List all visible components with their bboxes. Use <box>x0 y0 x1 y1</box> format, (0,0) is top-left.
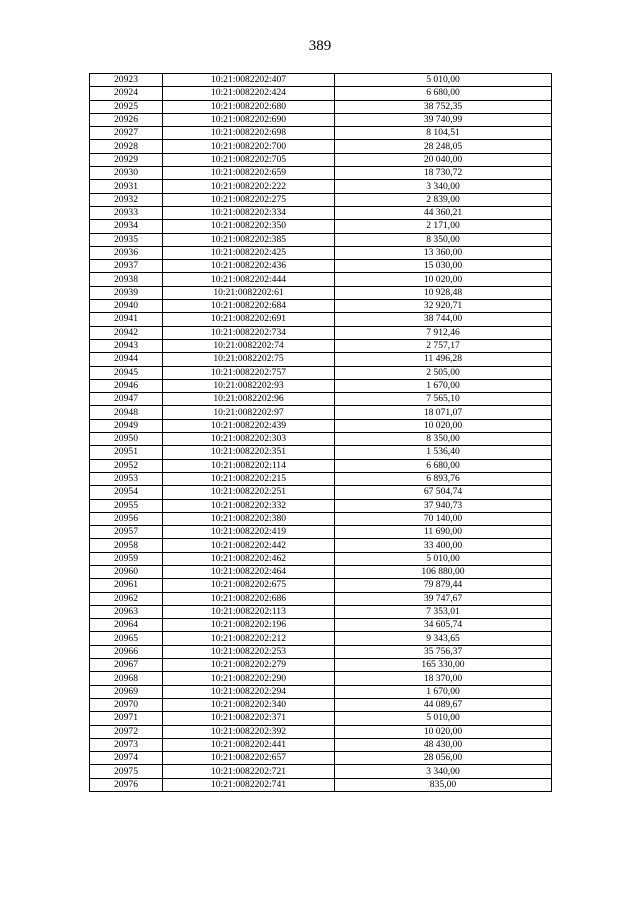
row-number-cell: 20967 <box>90 659 163 672</box>
table-row <box>90 778 552 791</box>
table-row <box>90 127 552 140</box>
cadastral-number-cell: 10:21:0082202:700 <box>163 140 335 153</box>
cadastral-number-cell: 10:21:0082202:113 <box>163 605 335 618</box>
amount-cell: 8 104,51 <box>335 127 552 140</box>
cadastral-number-cell: 10:21:0082202:425 <box>163 246 335 259</box>
amount-cell: 2 171,00 <box>335 220 552 233</box>
table-row <box>90 552 552 565</box>
cadastral-number-cell: 10:21:0082202:215 <box>163 472 335 485</box>
table-row <box>90 565 552 578</box>
cadastral-number-cell: 10:21:0082202:253 <box>163 645 335 658</box>
table-row <box>90 685 552 698</box>
table-row <box>90 712 552 725</box>
table-row <box>90 300 552 313</box>
table-row <box>90 286 552 299</box>
table-row <box>90 393 552 406</box>
amount-cell: 2 839,00 <box>335 193 552 206</box>
amount-cell: 3 340,00 <box>335 180 552 193</box>
cadastral-number-cell: 10:21:0082202:690 <box>163 113 335 126</box>
cadastral-number-cell: 10:21:0082202:464 <box>163 565 335 578</box>
row-number-cell: 20938 <box>90 273 163 286</box>
table-row <box>90 725 552 738</box>
row-number-cell: 20939 <box>90 286 163 299</box>
table-row <box>90 339 552 352</box>
cadastral-number-cell: 10:21:0082202:392 <box>163 725 335 738</box>
row-number-cell: 20976 <box>90 778 163 791</box>
amount-cell: 10 928,48 <box>335 286 552 299</box>
row-number-cell: 20948 <box>90 406 163 419</box>
cadastral-number-cell: 10:21:0082202:275 <box>163 193 335 206</box>
amount-cell: 1 536,40 <box>335 446 552 459</box>
cadastral-number-cell: 10:21:0082202:462 <box>163 552 335 565</box>
row-number-cell: 20972 <box>90 725 163 738</box>
row-number-cell: 20943 <box>90 339 163 352</box>
page-number: 389 <box>308 38 332 54</box>
row-number-cell: 20931 <box>90 180 163 193</box>
cadastral-number-cell: 10:21:0082202:444 <box>163 273 335 286</box>
cadastral-number-cell: 10:21:0082202:721 <box>163 765 335 778</box>
row-number-cell: 20954 <box>90 486 163 499</box>
amount-cell: 37 940,73 <box>335 499 552 512</box>
table-body <box>90 74 552 792</box>
amount-cell: 39 747,67 <box>335 592 552 605</box>
row-number-cell: 20959 <box>90 552 163 565</box>
table-row <box>90 100 552 113</box>
amount-cell: 32 920,71 <box>335 300 552 313</box>
amount-cell: 9 343,65 <box>335 632 552 645</box>
cadastral-number-cell: 10:21:0082202:303 <box>163 433 335 446</box>
cadastral-number-cell: 10:21:0082202:441 <box>163 738 335 751</box>
cadastral-number-cell: 10:21:0082202:96 <box>163 393 335 406</box>
table-row <box>90 153 552 166</box>
row-number-cell: 20946 <box>90 379 163 392</box>
row-number-cell: 20958 <box>90 539 163 552</box>
amount-cell: 10 020,00 <box>335 725 552 738</box>
row-number-cell: 20930 <box>90 167 163 180</box>
cadastral-number-cell: 10:21:0082202:691 <box>163 313 335 326</box>
row-number-cell: 20974 <box>90 752 163 765</box>
cadastral-number-cell: 10:21:0082202:439 <box>163 419 335 432</box>
row-number-cell: 20950 <box>90 433 163 446</box>
table-row <box>90 446 552 459</box>
row-number-cell: 20969 <box>90 685 163 698</box>
table-row <box>90 433 552 446</box>
table-row <box>90 605 552 618</box>
cadastral-number-cell: 10:21:0082202:196 <box>163 619 335 632</box>
amount-cell: 3 340,00 <box>335 765 552 778</box>
cadastral-number-cell: 10:21:0082202:222 <box>163 180 335 193</box>
row-number-cell: 20926 <box>90 113 163 126</box>
table-row <box>90 592 552 605</box>
row-number-cell: 20955 <box>90 499 163 512</box>
cadastral-number-cell: 10:21:0082202:290 <box>163 672 335 685</box>
row-number-cell: 20963 <box>90 605 163 618</box>
row-number-cell: 20928 <box>90 140 163 153</box>
cadastral-number-cell: 10:21:0082202:705 <box>163 153 335 166</box>
cadastral-number-cell: 10:21:0082202:419 <box>163 526 335 539</box>
cadastral-number-cell: 10:21:0082202:741 <box>163 778 335 791</box>
amount-cell: 835,00 <box>335 778 552 791</box>
amount-cell: 48 430,00 <box>335 738 552 751</box>
table-row <box>90 233 552 246</box>
cadastral-number-cell: 10:21:0082202:424 <box>163 87 335 100</box>
amount-cell: 38 752,35 <box>335 100 552 113</box>
row-number-cell: 20933 <box>90 206 163 219</box>
amount-cell: 20 040,00 <box>335 153 552 166</box>
amount-cell: 8 350,00 <box>335 433 552 446</box>
row-number-cell: 20935 <box>90 233 163 246</box>
table-row <box>90 738 552 751</box>
cadastral-number-cell: 10:21:0082202:680 <box>163 100 335 113</box>
table-row <box>90 765 552 778</box>
row-number-cell: 20957 <box>90 526 163 539</box>
table-row <box>90 472 552 485</box>
table-row <box>90 419 552 432</box>
amount-cell: 6 893,76 <box>335 472 552 485</box>
table-row <box>90 672 552 685</box>
table-row <box>90 113 552 126</box>
row-number-cell: 20936 <box>90 246 163 259</box>
cadastral-number-cell: 10:21:0082202:657 <box>163 752 335 765</box>
cadastral-number-cell: 10:21:0082202:279 <box>163 659 335 672</box>
amount-cell: 18 730,72 <box>335 167 552 180</box>
amount-cell: 79 879,44 <box>335 579 552 592</box>
table-row <box>90 74 552 87</box>
amount-cell: 5 010,00 <box>335 552 552 565</box>
row-number-cell: 20960 <box>90 565 163 578</box>
row-number-cell: 20956 <box>90 512 163 525</box>
row-number-cell: 20966 <box>90 645 163 658</box>
cadastral-number-cell: 10:21:0082202:659 <box>163 167 335 180</box>
amount-cell: 28 056,00 <box>335 752 552 765</box>
amount-cell: 7 565,10 <box>335 393 552 406</box>
table-row <box>90 659 552 672</box>
cadastral-number-cell: 10:21:0082202:114 <box>163 459 335 472</box>
amount-cell: 13 360,00 <box>335 246 552 259</box>
row-number-cell: 20962 <box>90 592 163 605</box>
amount-cell: 34 605,74 <box>335 619 552 632</box>
cadastral-number-cell: 10:21:0082202:371 <box>163 712 335 725</box>
amount-cell: 70 140,00 <box>335 512 552 525</box>
amount-cell: 7 353,01 <box>335 605 552 618</box>
amount-cell: 39 740,99 <box>335 113 552 126</box>
row-number-cell: 20944 <box>90 353 163 366</box>
table-row <box>90 366 552 379</box>
cadastral-number-cell: 10:21:0082202:351 <box>163 446 335 459</box>
table-row <box>90 313 552 326</box>
cadastral-number-cell: 10:21:0082202:442 <box>163 539 335 552</box>
cadastral-number-cell: 10:21:0082202:757 <box>163 366 335 379</box>
amount-cell: 67 504,74 <box>335 486 552 499</box>
cadastral-number-cell: 10:21:0082202:93 <box>163 379 335 392</box>
row-number-cell: 20971 <box>90 712 163 725</box>
row-number-cell: 20968 <box>90 672 163 685</box>
row-number-cell: 20932 <box>90 193 163 206</box>
row-number-cell: 20941 <box>90 313 163 326</box>
row-number-cell: 20929 <box>90 153 163 166</box>
cadastral-number-cell: 10:21:0082202:340 <box>163 698 335 711</box>
cadastral-number-cell: 10:21:0082202:675 <box>163 579 335 592</box>
registry-table <box>89 73 552 792</box>
table-row <box>90 645 552 658</box>
cadastral-number-cell: 10:21:0082202:251 <box>163 486 335 499</box>
row-number-cell: 20923 <box>90 74 163 87</box>
table-row <box>90 206 552 219</box>
row-number-cell: 20925 <box>90 100 163 113</box>
amount-cell: 18 071,07 <box>335 406 552 419</box>
row-number-cell: 20973 <box>90 738 163 751</box>
amount-cell: 33 400,00 <box>335 539 552 552</box>
row-number-cell: 20961 <box>90 579 163 592</box>
amount-cell: 6 680,00 <box>335 459 552 472</box>
table-row <box>90 698 552 711</box>
table-row <box>90 459 552 472</box>
cadastral-number-cell: 10:21:0082202:734 <box>163 326 335 339</box>
cadastral-number-cell: 10:21:0082202:407 <box>163 74 335 87</box>
row-number-cell: 20953 <box>90 472 163 485</box>
row-number-cell: 20940 <box>90 300 163 313</box>
amount-cell: 5 010,00 <box>335 712 552 725</box>
table-row <box>90 526 552 539</box>
row-number-cell: 20947 <box>90 393 163 406</box>
amount-cell: 44 089,67 <box>335 698 552 711</box>
table-row <box>90 167 552 180</box>
table-row <box>90 140 552 153</box>
table-row <box>90 486 552 499</box>
row-number-cell: 20945 <box>90 366 163 379</box>
row-number-cell: 20952 <box>90 459 163 472</box>
table-row <box>90 632 552 645</box>
table-row <box>90 353 552 366</box>
amount-cell: 11 496,28 <box>335 353 552 366</box>
row-number-cell: 20937 <box>90 260 163 273</box>
cadastral-number-cell: 10:21:0082202:380 <box>163 512 335 525</box>
cadastral-number-cell: 10:21:0082202:75 <box>163 353 335 366</box>
row-number-cell: 20951 <box>90 446 163 459</box>
cadastral-number-cell: 10:21:0082202:212 <box>163 632 335 645</box>
amount-cell: 2 505,00 <box>335 366 552 379</box>
amount-cell: 5 010,00 <box>335 74 552 87</box>
amount-cell: 18 370,00 <box>335 672 552 685</box>
cadastral-number-cell: 10:21:0082202:350 <box>163 220 335 233</box>
amount-cell: 15 030,00 <box>335 260 552 273</box>
amount-cell: 1 670,00 <box>335 685 552 698</box>
amount-cell: 38 744,00 <box>335 313 552 326</box>
table-row <box>90 273 552 286</box>
table-row <box>90 752 552 765</box>
amount-cell: 106 880,00 <box>335 565 552 578</box>
amount-cell: 2 757,17 <box>335 339 552 352</box>
amount-cell: 11 690,00 <box>335 526 552 539</box>
amount-cell: 8 350,00 <box>335 233 552 246</box>
table-row <box>90 379 552 392</box>
table-row <box>90 512 552 525</box>
amount-cell: 10 020,00 <box>335 273 552 286</box>
row-number-cell: 20965 <box>90 632 163 645</box>
table-row <box>90 260 552 273</box>
row-number-cell: 20927 <box>90 127 163 140</box>
row-number-cell: 20975 <box>90 765 163 778</box>
cadastral-number-cell: 10:21:0082202:684 <box>163 300 335 313</box>
cadastral-number-cell: 10:21:0082202:74 <box>163 339 335 352</box>
table-row <box>90 180 552 193</box>
table-row <box>90 499 552 512</box>
table-row <box>90 619 552 632</box>
table-row <box>90 326 552 339</box>
table-row <box>90 539 552 552</box>
row-number-cell: 20934 <box>90 220 163 233</box>
table-row <box>90 220 552 233</box>
cadastral-number-cell: 10:21:0082202:436 <box>163 260 335 273</box>
row-number-cell: 20970 <box>90 698 163 711</box>
cadastral-number-cell: 10:21:0082202:61 <box>163 286 335 299</box>
amount-cell: 1 670,00 <box>335 379 552 392</box>
cadastral-number-cell: 10:21:0082202:334 <box>163 206 335 219</box>
cadastral-number-cell: 10:21:0082202:698 <box>163 127 335 140</box>
amount-cell: 10 020,00 <box>335 419 552 432</box>
table-row <box>90 246 552 259</box>
amount-cell: 7 912,46 <box>335 326 552 339</box>
row-number-cell: 20949 <box>90 419 163 432</box>
amount-cell: 28 248,05 <box>335 140 552 153</box>
table-row <box>90 406 552 419</box>
cadastral-number-cell: 10:21:0082202:385 <box>163 233 335 246</box>
amount-cell: 6 680,00 <box>335 87 552 100</box>
row-number-cell: 20924 <box>90 87 163 100</box>
amount-cell: 165 330,00 <box>335 659 552 672</box>
table-row <box>90 87 552 100</box>
row-number-cell: 20964 <box>90 619 163 632</box>
amount-cell: 44 360,21 <box>335 206 552 219</box>
amount-cell: 35 756,37 <box>335 645 552 658</box>
table-row <box>90 579 552 592</box>
table-row <box>90 193 552 206</box>
row-number-cell: 20942 <box>90 326 163 339</box>
cadastral-number-cell: 10:21:0082202:686 <box>163 592 335 605</box>
cadastral-number-cell: 10:21:0082202:97 <box>163 406 335 419</box>
cadastral-number-cell: 10:21:0082202:332 <box>163 499 335 512</box>
cadastral-number-cell: 10:21:0082202:294 <box>163 685 335 698</box>
